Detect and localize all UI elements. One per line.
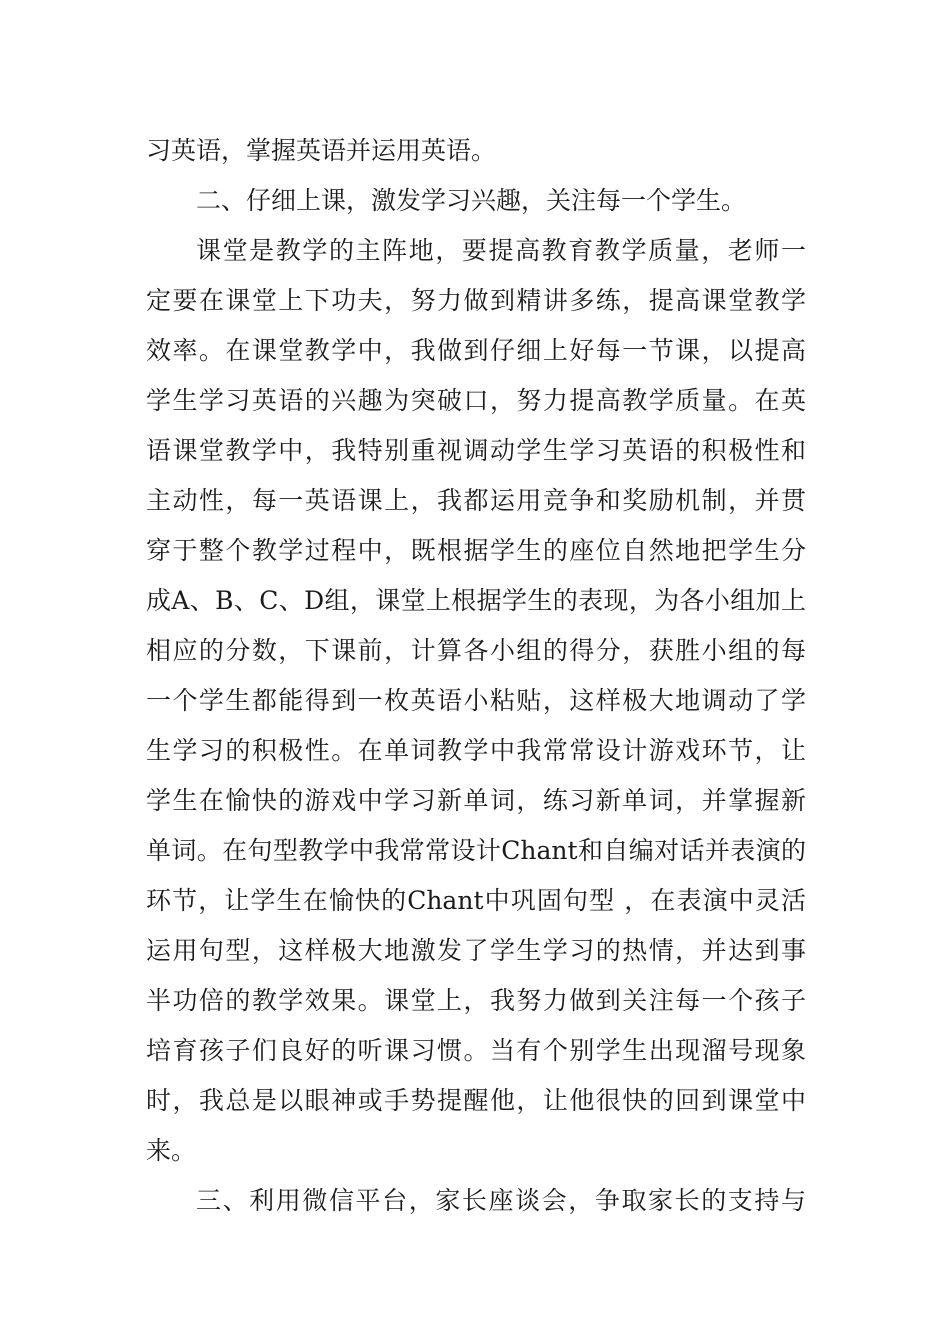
text-line: 学生学习英语的兴趣为突破口，努力提高教学质量。在英 <box>146 386 806 415</box>
text-line: 学生在愉快的游戏中学习新单词，练习新单词，并掌握新 <box>146 786 806 815</box>
text-line: 单词。在句型教学中我常常设计Chant和自编对话并表演的 <box>146 836 806 865</box>
section-heading: 三、利用微信平台，家长座谈会，争取家长的支持与 <box>196 1186 806 1215</box>
text-line: 一个学生都能得到一枚英语小粘贴，这样极大地调动了学 <box>146 686 806 715</box>
text-line: 半功倍的教学效果。课堂上，我努力做到关注每一个孩子 <box>146 986 806 1015</box>
document-body <box>146 126 806 1226</box>
text-line: 生学习的积极性。在单词教学中我常常设计游戏环节，让 <box>146 736 806 765</box>
text-line: 培育孩子们良好的听课习惯。当有个别学生出现溜号现象 <box>146 1036 806 1065</box>
text-line: 时，我总是以眼神或手势提醒他，让他很快的回到课堂中 <box>146 1086 806 1115</box>
text-line: 课堂是教学的主阵地，要提高教育教学质量，老师一 <box>196 236 806 265</box>
text-line: 运用句型，这样极大地激发了学生学习的热情，并达到事 <box>146 936 806 965</box>
section-heading: 二、仔细上课，激发学习兴趣，关注每一个学生。 <box>196 186 747 215</box>
text-line: 来。 <box>146 1136 197 1165</box>
text-line: 效率。在课堂教学中，我做到仔细上好每一节课，以提高 <box>146 336 806 365</box>
text-line: 语课堂教学中，我特别重视调动学生学习英语的积极性和 <box>146 436 806 465</box>
text-line: 习英语，掌握英语并运用英语。 <box>146 136 497 165</box>
text-line: 成A、B、C、D组，课堂上根据学生的表现，为各小组加上 <box>146 586 806 615</box>
text-line: 相应的分数，下课前，计算各小组的得分，获胜小组的每 <box>146 636 806 665</box>
text-line: 环节，让学生在愉快的Chant中巩固句型 ，在表演中灵活 <box>146 886 806 915</box>
text-line: 穿于整个教学过程中，既根据学生的座位自然地把学生分 <box>146 536 806 565</box>
text-line: 定要在课堂上下功夫，努力做到精讲多练，提高课堂教学 <box>146 286 806 315</box>
text-line: 主动性，每一英语课上，我都运用竞争和奖励机制，并贯 <box>146 486 806 515</box>
